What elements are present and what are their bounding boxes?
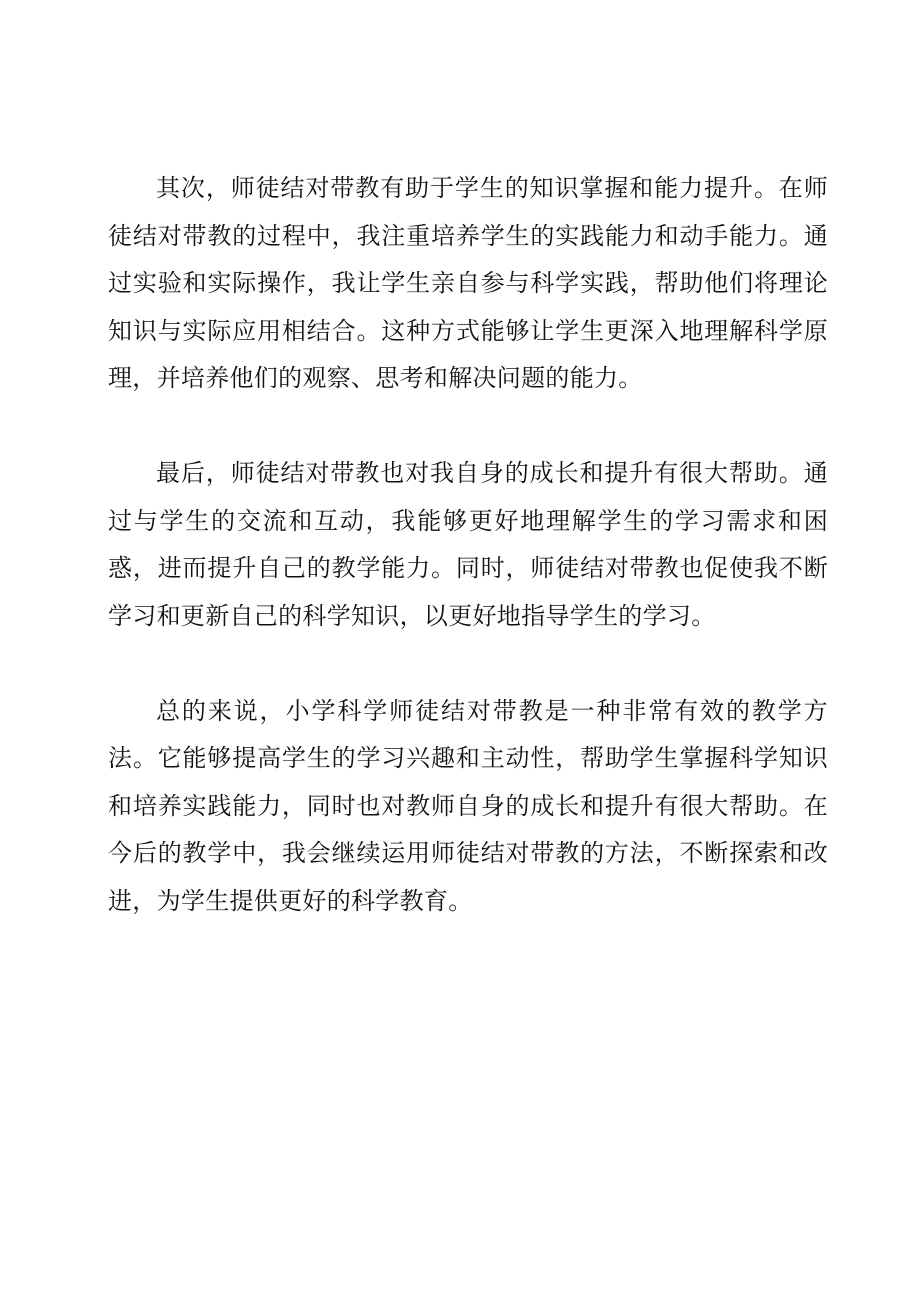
paragraph-knowledge-and-ability: 其次，师徒结对带教有助于学生的知识掌握和能力提升。在师徒结对带教的过程中，我注重培养学生的实践能力和动手能力。通过实验和实际操作，我让学生亲自参与科学实践，帮助他们将理论知识与实际应用相结合。这种方式能够让学生更深入地理解科学原理，并培养他们的观察、思考和解决问题的能力。: [108, 174, 828, 392]
document-body: [108, 165, 828, 925]
paragraph-teacher-growth: 最后，师徒结对带教也对我自身的成长和提升有很大帮助。通过与学生的交流和互动，我能够更好地理解学生的学习需求和困惑，进而提升自己的教学能力。同时，师徒结对带教也促使我不断学习和更新自己的科学知识，以更好地指导学生的学习。: [108, 459, 828, 630]
paragraph-conclusion: 总的来说，小学科学师徒结对带教是一种非常有效的教学方法。它能够提高学生的学习兴趣和主动性，帮助学生掌握科学知识和培养实践能力，同时也对教师自身的成长和提升有很大帮助。在今后的教学中，我会继续运用师徒结对带教的方法，不断探索和改进，为学生提供更好的科学教育。: [108, 696, 828, 915]
